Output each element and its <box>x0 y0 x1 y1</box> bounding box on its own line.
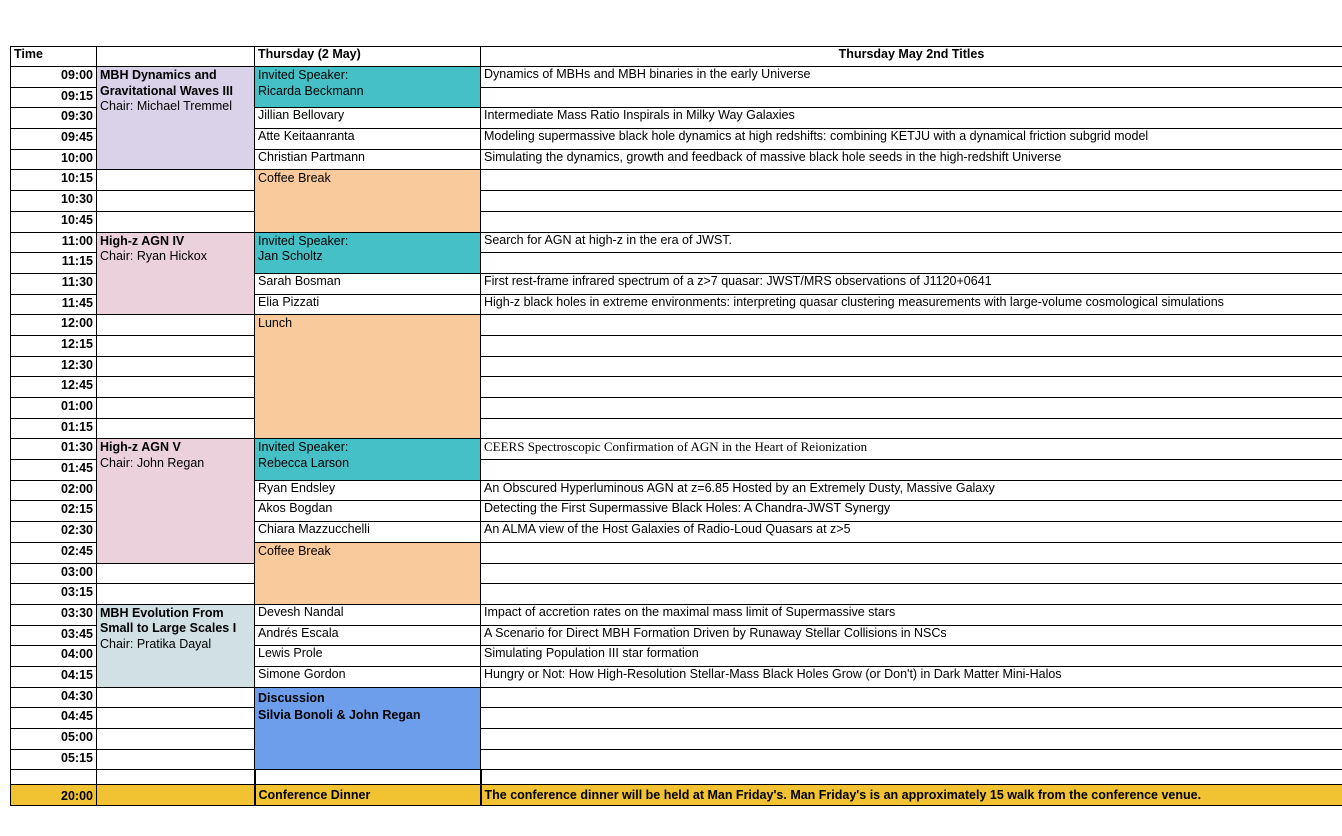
talk-title: Simulating Population III star formation <box>481 646 1342 667</box>
spacer-cell <box>255 770 481 785</box>
dinner-description: The conference dinner will be held at Man Friday's. Man Friday's is an approximately 15 walk from the conference venue. <box>481 785 1342 806</box>
table-row <box>11 377 1342 398</box>
table-row <box>11 170 1342 191</box>
spacer-cell <box>97 770 255 785</box>
table-row <box>11 584 1342 605</box>
session-title: High-z AGN V <box>100 440 181 455</box>
talk-title-empty <box>481 398 1342 419</box>
speaker-name: Atte Keitaanranta <box>255 129 481 150</box>
table-row <box>11 211 1342 232</box>
time-cell: 11:30 <box>11 273 97 294</box>
talk-title: Simulating the dynamics, growth and feedback of massive black hole seeds in the high-redshift Universe <box>481 149 1342 170</box>
speaker-name: Jillian Bellovary <box>255 108 481 129</box>
time-cell: 01:30 <box>11 439 97 460</box>
time-cell: 02:15 <box>11 501 97 522</box>
session-title: MBH Dynamics and Gravitational Waves III <box>100 68 233 98</box>
session-empty <box>97 729 255 750</box>
talk-title-empty <box>481 335 1342 356</box>
time-cell: 11:00 <box>11 232 97 253</box>
session-empty <box>97 191 255 212</box>
talk-title-empty <box>481 584 1342 605</box>
talk-title-empty <box>481 542 1342 563</box>
break-cell: Coffee Break <box>255 170 481 232</box>
session-block <box>97 439 255 563</box>
discussion-cell <box>255 687 481 770</box>
session-block <box>97 232 255 315</box>
session-empty <box>97 708 255 729</box>
session-empty <box>97 398 255 419</box>
talk-title: Impact of accretion rates on the maximal mass limit of Supermassive stars <box>481 604 1342 625</box>
table-row <box>11 67 1342 88</box>
time-cell: 05:00 <box>11 729 97 750</box>
table-row <box>11 191 1342 212</box>
session-empty <box>97 584 255 605</box>
table-row <box>11 563 1342 584</box>
invited-speaker-cell <box>255 439 481 480</box>
table-row <box>11 356 1342 377</box>
speaker-name: Ricarda Beckmann <box>258 83 364 98</box>
time-cell: 10:00 <box>11 149 97 170</box>
time-cell: 01:15 <box>11 418 97 439</box>
session-empty <box>97 377 255 398</box>
talk-title: Search for AGN at high-z in the era of JWST. <box>481 232 1342 253</box>
talk-title: An ALMA view of the Host Galaxies of Radio-Loud Quasars at z>5 <box>481 522 1342 543</box>
talk-title-empty <box>481 356 1342 377</box>
header-session <box>97 47 255 67</box>
session-title: MBH Evolution From Small to Large Scales I <box>100 605 237 636</box>
break-cell: Coffee Break <box>255 542 481 604</box>
talk-title-empty <box>481 87 1342 108</box>
session-chair: Chair: John Regan <box>100 455 205 470</box>
talk-title-empty <box>481 749 1342 770</box>
invited-speaker-cell <box>255 67 481 108</box>
invited-label: Invited Speaker: <box>258 440 349 455</box>
speaker-name: Elia Pizzati <box>255 294 481 315</box>
invited-speaker-cell <box>255 232 481 273</box>
speaker-name: Sarah Bosman <box>255 273 481 294</box>
time-cell: 03:30 <box>11 604 97 625</box>
invited-label: Invited Speaker: <box>258 68 349 82</box>
table-row <box>11 708 1342 729</box>
table-row <box>11 232 1342 253</box>
session-empty <box>97 335 255 356</box>
time-cell: 04:00 <box>11 646 97 667</box>
time-cell: 03:15 <box>11 584 97 605</box>
table-row <box>11 729 1342 750</box>
time-cell: 02:30 <box>11 522 97 543</box>
talk-title-empty <box>481 211 1342 232</box>
speaker-name: Jan Scholtz <box>258 249 323 263</box>
talk-title-empty <box>481 315 1342 336</box>
time-cell: 10:15 <box>11 170 97 191</box>
invited-label: Invited Speaker: <box>258 233 349 248</box>
session-block <box>97 67 255 170</box>
session-empty <box>97 687 255 708</box>
talk-title-empty <box>481 418 1342 439</box>
speaker-name: Simone Gordon <box>255 666 481 687</box>
time-cell: 03:00 <box>11 563 97 584</box>
time-cell: 09:15 <box>11 87 97 108</box>
dinner-row <box>11 785 1342 806</box>
talk-title-empty <box>481 170 1342 191</box>
time-cell: 12:00 <box>11 315 97 336</box>
time-cell: 02:00 <box>11 480 97 501</box>
talk-title-empty <box>481 708 1342 729</box>
talk-title: Detecting the First Supermassive Black Holes: A Chandra-JWST Synergy <box>481 501 1342 522</box>
session-empty <box>97 563 255 584</box>
table-row <box>11 335 1342 356</box>
time-cell: 04:15 <box>11 666 97 687</box>
session-title: High-z AGN IV <box>100 233 185 248</box>
session-block <box>97 604 255 687</box>
talk-title: Modeling supermassive black hole dynamics at high redshifts: combining KETJU with a dynamical friction subgrid model <box>481 129 1342 150</box>
talk-title: A Scenario for Direct MBH Formation Driven by Runaway Stellar Collisions in NSCs <box>481 625 1342 646</box>
talk-title-empty <box>481 729 1342 750</box>
talk-title-empty <box>481 687 1342 708</box>
time-cell: 10:45 <box>11 211 97 232</box>
session-empty <box>97 356 255 377</box>
talk-title: Hungry or Not: How High-Resolution Stellar-Mass Black Holes Grow (or Don't) in Dark Matter Mini-Halos <box>481 666 1342 687</box>
speaker-name: Lewis Prole <box>255 646 481 667</box>
time-cell: 11:45 <box>11 294 97 315</box>
speaker-name: Andrés Escala <box>255 625 481 646</box>
header-time: Time <box>11 47 97 67</box>
session-empty <box>97 170 255 191</box>
schedule-table <box>10 46 1342 806</box>
break-cell: Lunch <box>255 315 481 439</box>
talk-title: An Obscured Hyperluminous AGN at z=6.85 Hosted by an Extremely Dusty, Massive Galaxy <box>481 480 1342 501</box>
talk-title-empty <box>481 191 1342 212</box>
time-cell: 02:45 <box>11 542 97 563</box>
dinner-time: 20:00 <box>11 785 97 806</box>
time-cell: 04:30 <box>11 687 97 708</box>
talk-title: High-z black holes in extreme environments: interpreting quasar clustering measurements with large-volume cosmological simulations <box>481 294 1342 315</box>
spacer-cell <box>481 770 1342 785</box>
speaker-name: Chiara Mazzucchelli <box>255 522 481 543</box>
table-row <box>11 687 1342 708</box>
table-row <box>11 604 1342 625</box>
table-row <box>11 398 1342 419</box>
table-row <box>11 418 1342 439</box>
talk-title: CEERS Spectroscopic Confirmation of AGN in the Heart of Reionization <box>481 439 1342 460</box>
time-cell: 01:00 <box>11 398 97 419</box>
talk-title: First rest-frame infrared spectrum of a z>7 quasar: JWST/MRS observations of J1120+0641 <box>481 273 1342 294</box>
speaker-name: Rebecca Larson <box>258 455 350 470</box>
session-empty <box>97 315 255 336</box>
header-titles: Thursday May 2nd Titles <box>481 47 1342 67</box>
dinner-label: Conference Dinner <box>255 785 481 806</box>
discussion-title: Discussion <box>258 690 325 705</box>
table-row <box>11 315 1342 336</box>
talk-title-empty <box>481 253 1342 274</box>
talk-title: Dynamics of MBHs and MBH binaries in the early Universe <box>481 67 1342 88</box>
session-chair: Chair: Ryan Hickox <box>100 249 207 263</box>
time-cell: 01:45 <box>11 460 97 481</box>
time-cell: 09:45 <box>11 129 97 150</box>
discussion-leads: Silvia Bonoli & John Regan <box>258 707 421 722</box>
talk-title: Intermediate Mass Ratio Inspirals in Milky Way Galaxies <box>481 108 1342 129</box>
dinner-session-empty <box>97 785 255 806</box>
time-cell: 10:30 <box>11 191 97 212</box>
header-day: Thursday (2 May) <box>255 47 481 67</box>
time-cell: 03:45 <box>11 625 97 646</box>
talk-title-empty <box>481 460 1342 481</box>
speaker-name: Devesh Nandal <box>255 604 481 625</box>
session-chair: Chair: Pratika Dayal <box>100 636 212 651</box>
table-row <box>11 439 1342 460</box>
speaker-name: Akos Bogdan <box>255 501 481 522</box>
time-cell: 05:15 <box>11 749 97 770</box>
time-cell: 11:15 <box>11 253 97 274</box>
session-empty <box>97 418 255 439</box>
time-cell: 12:15 <box>11 335 97 356</box>
time-cell: 04:45 <box>11 708 97 729</box>
time-cell: 12:45 <box>11 377 97 398</box>
spacer-row <box>11 770 1342 785</box>
time-cell: 12:30 <box>11 356 97 377</box>
spacer-cell <box>11 770 97 785</box>
time-cell: 09:30 <box>11 108 97 129</box>
table-row <box>11 749 1342 770</box>
speaker-name: Ryan Endsley <box>255 480 481 501</box>
session-chair: Chair: Michael Tremmel <box>100 99 232 113</box>
talk-title-empty <box>481 377 1342 398</box>
time-cell: 09:00 <box>11 67 97 88</box>
session-empty <box>97 749 255 770</box>
speaker-name: Christian Partmann <box>255 149 481 170</box>
talk-title-empty <box>481 563 1342 584</box>
header-row <box>11 47 1342 67</box>
session-empty <box>97 211 255 232</box>
